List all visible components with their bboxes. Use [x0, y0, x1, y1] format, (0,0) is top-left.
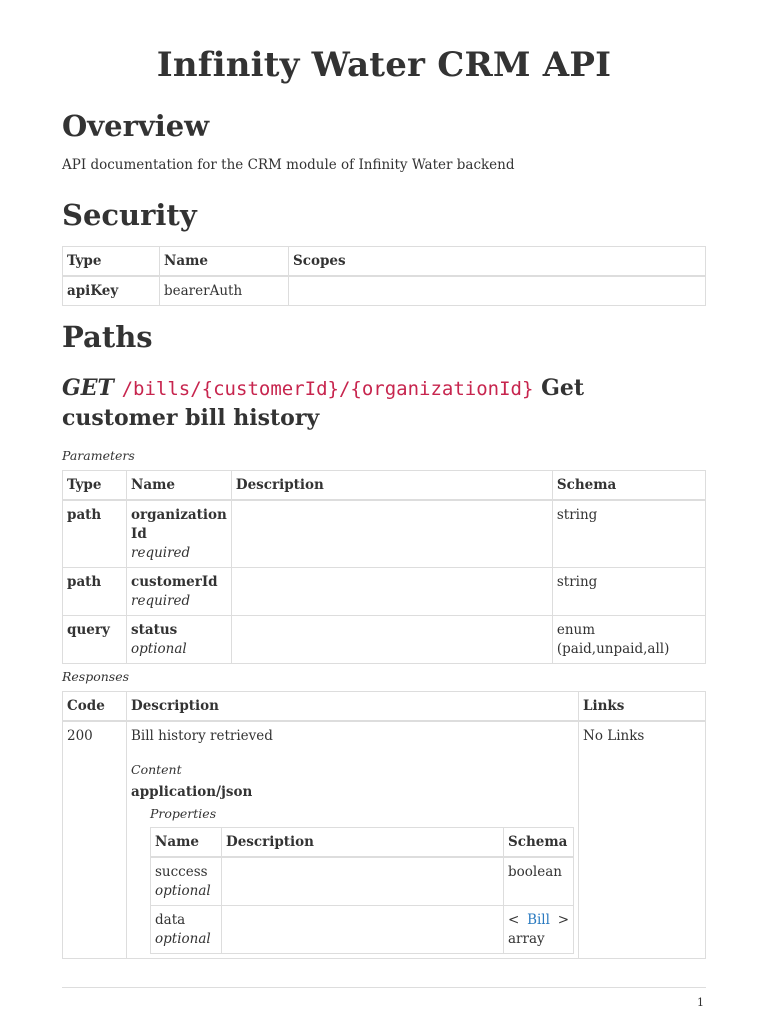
- column-header: Description: [231, 471, 552, 501]
- param-name-line: Id: [131, 526, 147, 542]
- param-schema: enum (paid,unpaid,all): [552, 616, 705, 664]
- param-schema: string: [552, 568, 705, 616]
- parameters-caption: Parameters: [62, 448, 135, 463]
- responses-caption: Responses: [62, 669, 130, 684]
- param-name-line: customerId: [131, 574, 218, 590]
- document-title: Infinity Water CRM API: [156, 45, 612, 85]
- column-header: Name: [160, 247, 289, 277]
- endpoint-heading: [62, 374, 706, 433]
- table-row: [63, 616, 706, 664]
- footer-divider: [62, 987, 706, 988]
- property-name-text: data: [155, 912, 186, 928]
- paths-heading: Paths: [62, 320, 153, 354]
- property-name-text: success: [155, 864, 208, 880]
- column-header: Description: [222, 828, 504, 858]
- param-description: [231, 500, 552, 568]
- column-header: Scopes: [289, 247, 706, 277]
- table-row: [151, 857, 574, 906]
- column-header: Schema: [552, 471, 705, 501]
- param-name: [127, 568, 232, 616]
- column-header: Description: [127, 692, 579, 722]
- property-schema: [504, 906, 574, 954]
- column-header: Links: [579, 692, 706, 722]
- param-qualifier: required: [131, 545, 191, 561]
- param-name: [127, 616, 232, 664]
- overview-text: API documentation for the CRM module of Infinity Water backend: [62, 157, 515, 173]
- column-header: Name: [151, 828, 222, 858]
- param-qualifier: optional: [131, 641, 187, 657]
- overview-heading: Overview: [62, 109, 210, 143]
- security-heading: Security: [62, 198, 197, 232]
- table-header-row: [63, 471, 706, 501]
- security-table: [62, 246, 706, 306]
- param-name: [127, 500, 232, 568]
- column-header: Name: [127, 471, 232, 501]
- schema-line: [508, 911, 569, 930]
- response-code: 200: [63, 721, 127, 959]
- column-header: Schema: [504, 828, 574, 858]
- schema-close-bracket: >: [557, 912, 569, 928]
- table-row: [63, 500, 706, 568]
- response-description: Bill history retrieved: [131, 728, 273, 744]
- param-qualifier: required: [131, 593, 191, 609]
- media-type: application/json: [131, 784, 253, 800]
- endpoint-summary: Get customer bill history: [62, 375, 585, 431]
- param-type: path: [63, 568, 127, 616]
- table-header-row: [63, 692, 706, 722]
- table-row: [151, 906, 574, 954]
- property-qualifier: optional: [155, 931, 211, 947]
- content-label: Content: [131, 762, 182, 777]
- column-header: Type: [63, 471, 127, 501]
- property-description: [222, 906, 504, 954]
- page-number: 1: [697, 996, 704, 1009]
- properties-table: [150, 827, 574, 954]
- property-description: [222, 857, 504, 906]
- table-row: [63, 568, 706, 616]
- table-row: [63, 721, 706, 959]
- property-name: [151, 857, 222, 906]
- param-name-line: status: [131, 622, 178, 638]
- responses-table: [62, 691, 706, 959]
- response-description-cell: [127, 721, 579, 959]
- param-description: [231, 616, 552, 664]
- properties-label: Properties: [150, 806, 217, 821]
- property-name: [151, 906, 222, 954]
- response-links: No Links: [579, 721, 706, 959]
- property-qualifier: optional: [155, 883, 211, 899]
- endpoint-path: /bills/{customerId}/{organizationId}: [121, 378, 534, 400]
- security-type: apiKey: [63, 276, 160, 306]
- param-schema: string: [552, 500, 705, 568]
- bill-schema-link[interactable]: Bill: [527, 912, 550, 928]
- param-type: path: [63, 500, 127, 568]
- spacer: [131, 954, 574, 958]
- table-row: [63, 276, 706, 306]
- table-header-row: [63, 247, 706, 277]
- http-method: GET: [62, 375, 114, 401]
- schema-open-bracket: <: [508, 912, 520, 928]
- schema-suffix: array: [508, 931, 545, 947]
- security-name: bearerAuth: [160, 276, 289, 306]
- param-type: query: [63, 616, 127, 664]
- param-description: [231, 568, 552, 616]
- column-header: Type: [63, 247, 160, 277]
- parameters-table: [62, 470, 706, 664]
- column-header: Code: [63, 692, 127, 722]
- security-scopes: [289, 276, 706, 306]
- table-header-row: [151, 828, 574, 858]
- property-schema: boolean: [504, 857, 574, 906]
- param-name-line: organization: [131, 507, 227, 523]
